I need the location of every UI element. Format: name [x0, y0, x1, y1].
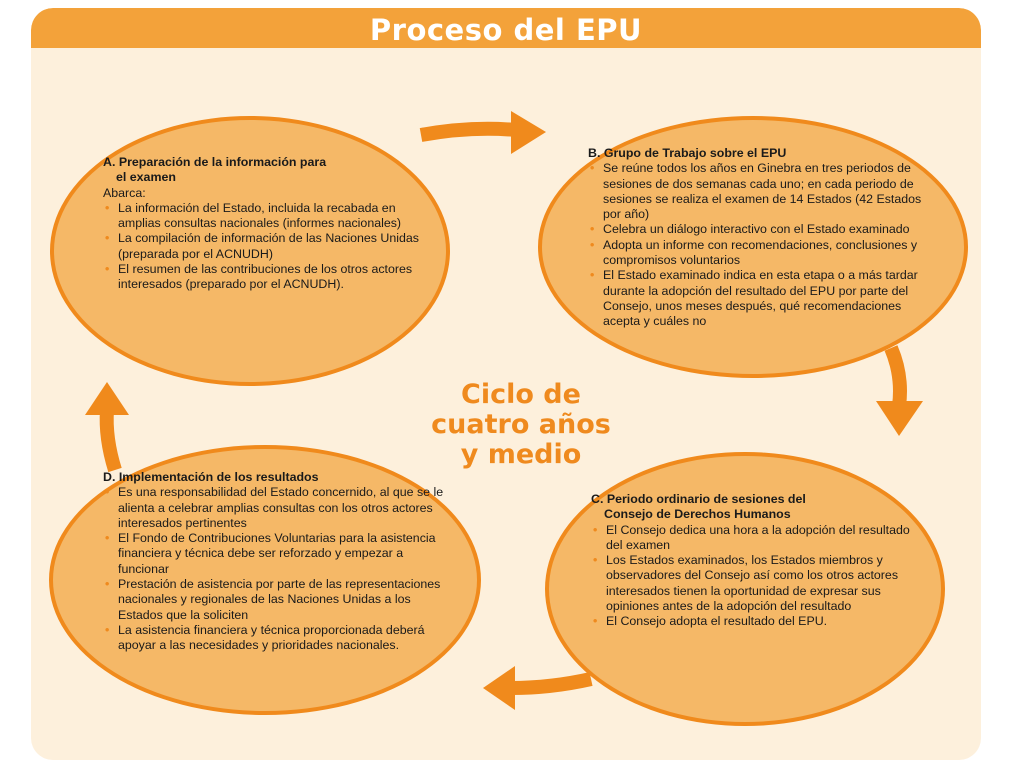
box-a — [103, 155, 433, 293]
box-a-heading-line1: A. Preparación de la información para — [103, 155, 327, 169]
diagram-panel — [31, 8, 981, 760]
box-d-item: • La asistencia financiera y técnica proporcionada deberá apoyar a las necesidades y prioridades nacionales. — [103, 623, 453, 654]
box-c-heading-line2: Consejo de Derechos Humanos — [604, 507, 791, 522]
box-c-item: • El Consejo dedica una hora a la adopción del resultado del examen — [591, 523, 911, 554]
box-b-list — [588, 161, 938, 329]
box-c — [591, 492, 911, 630]
box-b — [588, 146, 938, 330]
box-b-item: • Se reúne todos los años en Ginebra en tres periodos de sesiones de dos semanas cada uno; en cada periodo de sesiones se realiza el examen de 14 Estados (42 Estados por año) — [588, 161, 938, 222]
cycle-label — [416, 380, 626, 470]
cycle-label-line3: y medio — [460, 439, 582, 470]
box-c-heading-line1: C. Periodo ordinario de sesiones del — [591, 492, 806, 506]
box-c-list — [591, 523, 911, 630]
box-b-item: • Celebra un diálogo interactivo con el Estado examinado — [588, 222, 938, 237]
arrow-c-to-d — [483, 666, 591, 710]
box-a-item: • La información del Estado, incluida la recabada en amplias consultas nacionales (informes nacionales) — [103, 201, 433, 232]
box-a-list — [103, 201, 433, 293]
cycle-label-line1: Ciclo de — [461, 379, 581, 410]
box-a-item: • La compilación de información de las Naciones Unidas (preparada por el ACNUDH) — [103, 231, 433, 262]
box-c-item: • Los Estados examinados, los Estados miembros y observadores del Consejo así como los otros actores interesados tienen la oportunidad de expresar sus opiniones antes de la adopción del resultado — [591, 553, 911, 614]
box-d-heading: D. Implementación de los resultados — [103, 470, 319, 484]
box-b-heading: B. Grupo de Trabajo sobre el EPU — [588, 146, 787, 160]
arrow-d-to-a — [85, 382, 129, 470]
box-c-item: • El Consejo adopta el resultado del EPU. — [591, 614, 911, 629]
arrow-b-to-c — [876, 348, 923, 436]
box-d-item: • El Fondo de Contribuciones Voluntarias para la asistencia financiera y técnica debe ser reforzado y empezar a funcionar — [103, 531, 453, 577]
box-d-item: • Prestación de asistencia por parte de las representaciones nacionales y regionales de las Naciones Unidas a los Estados que la soliciten — [103, 577, 453, 623]
box-d — [103, 470, 453, 654]
box-a-heading-line2: el examen — [116, 170, 176, 185]
box-a-intro: Abarca: — [103, 185, 146, 200]
box-d-item: • Es una responsabilidad del Estado concernido, al que se le alienta a celebrar amplias consultas con los otros actores interesados pertinentes — [103, 485, 453, 531]
box-a-item: • El resumen de las contribuciones de los otros actores interesados (preparado por el ACNUDH). — [103, 262, 433, 293]
arrow-a-to-b — [421, 111, 546, 154]
box-b-item: • Adopta un informe con recomendaciones, conclusiones y compromisos voluntarios — [588, 238, 938, 269]
box-b-item: • El Estado examinado indica en esta etapa o a más tardar durante la adopción del resultado del EPU por parte del Consejo, unos meses después, qué recomendaciones acepta y cuáles no — [588, 268, 938, 329]
box-d-list — [103, 485, 453, 653]
page-title: Proceso del EPU — [369, 13, 643, 47]
cycle-label-line2: cuatro años — [431, 409, 611, 440]
